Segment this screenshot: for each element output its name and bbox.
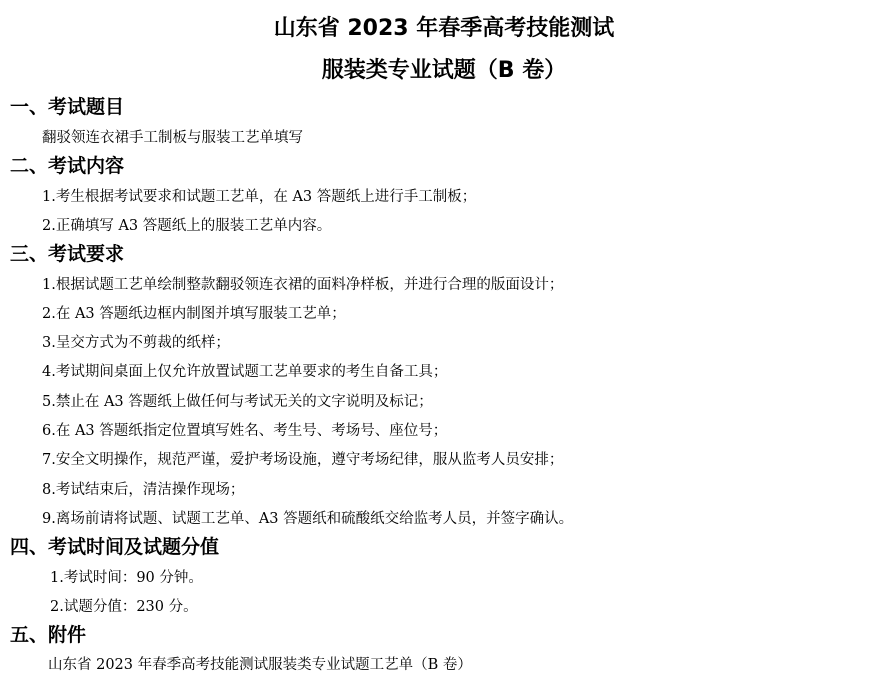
section-heading-time-and-score: 四、考试时间及试题分值 xyxy=(10,536,220,558)
list-item: 8.考试结束后，清洁操作现场； xyxy=(42,482,245,498)
exam-topic-text: 翻驳领连衣裙手工制板与服装工艺单填写 xyxy=(42,130,303,146)
list-item: 7.安全文明操作，规范严谨，爱护考场设施，遵守考场纪律，服从监考人员安排； xyxy=(42,452,564,468)
section-heading-exam-content: 二、考试内容 xyxy=(10,155,125,177)
list-item: 1.根据试题工艺单绘制整款翻驳领连衣裙的面料净样板，并进行合理的版面设计； xyxy=(42,277,564,293)
section-heading-exam-topic: 一、考试题目 xyxy=(10,96,125,118)
section-heading-attachment: 五、附件 xyxy=(10,624,87,646)
list-item: 1.考生根据考试要求和试题工艺单，在 A3 答题纸上进行手工制板； xyxy=(42,189,477,205)
document-subtitle: 服装类专业试题（B 卷） xyxy=(321,58,567,83)
exam-score-text: 2.试题分值：230 分。 xyxy=(50,599,198,615)
list-item: 6.在 A3 答题纸指定位置填写姓名、考生号、考场号、座位号； xyxy=(42,423,448,439)
list-item: 3.呈交方式为不剪裁的纸样； xyxy=(42,335,230,351)
list-item: 9.离场前请将试题、试题工艺单、A3 答题纸和硫酸纸交给监考人员，并签字确认。 xyxy=(42,511,574,527)
list-item: 5.禁止在 A3 答题纸上做任何与考试无关的文字说明及标记； xyxy=(42,394,433,410)
list-item: 2.在 A3 答题纸边框内制图并填写服装工艺单； xyxy=(42,306,346,322)
document-title: 山东省 2023 年春季高考技能测试 xyxy=(273,16,615,41)
section-heading-exam-requirements: 三、考试要求 xyxy=(10,243,125,265)
attachment-text: 山东省 2023 年春季高考技能测试服装类专业试题工艺单（B 卷） xyxy=(48,657,472,673)
exam-time-text: 1.考试时间：90 分钟。 xyxy=(50,570,203,586)
list-item: 2.正确填写 A3 答题纸上的服装工艺单内容。 xyxy=(42,218,332,234)
list-item: 4.考试期间桌面上仅允许放置试题工艺单要求的考生自备工具； xyxy=(42,364,448,380)
